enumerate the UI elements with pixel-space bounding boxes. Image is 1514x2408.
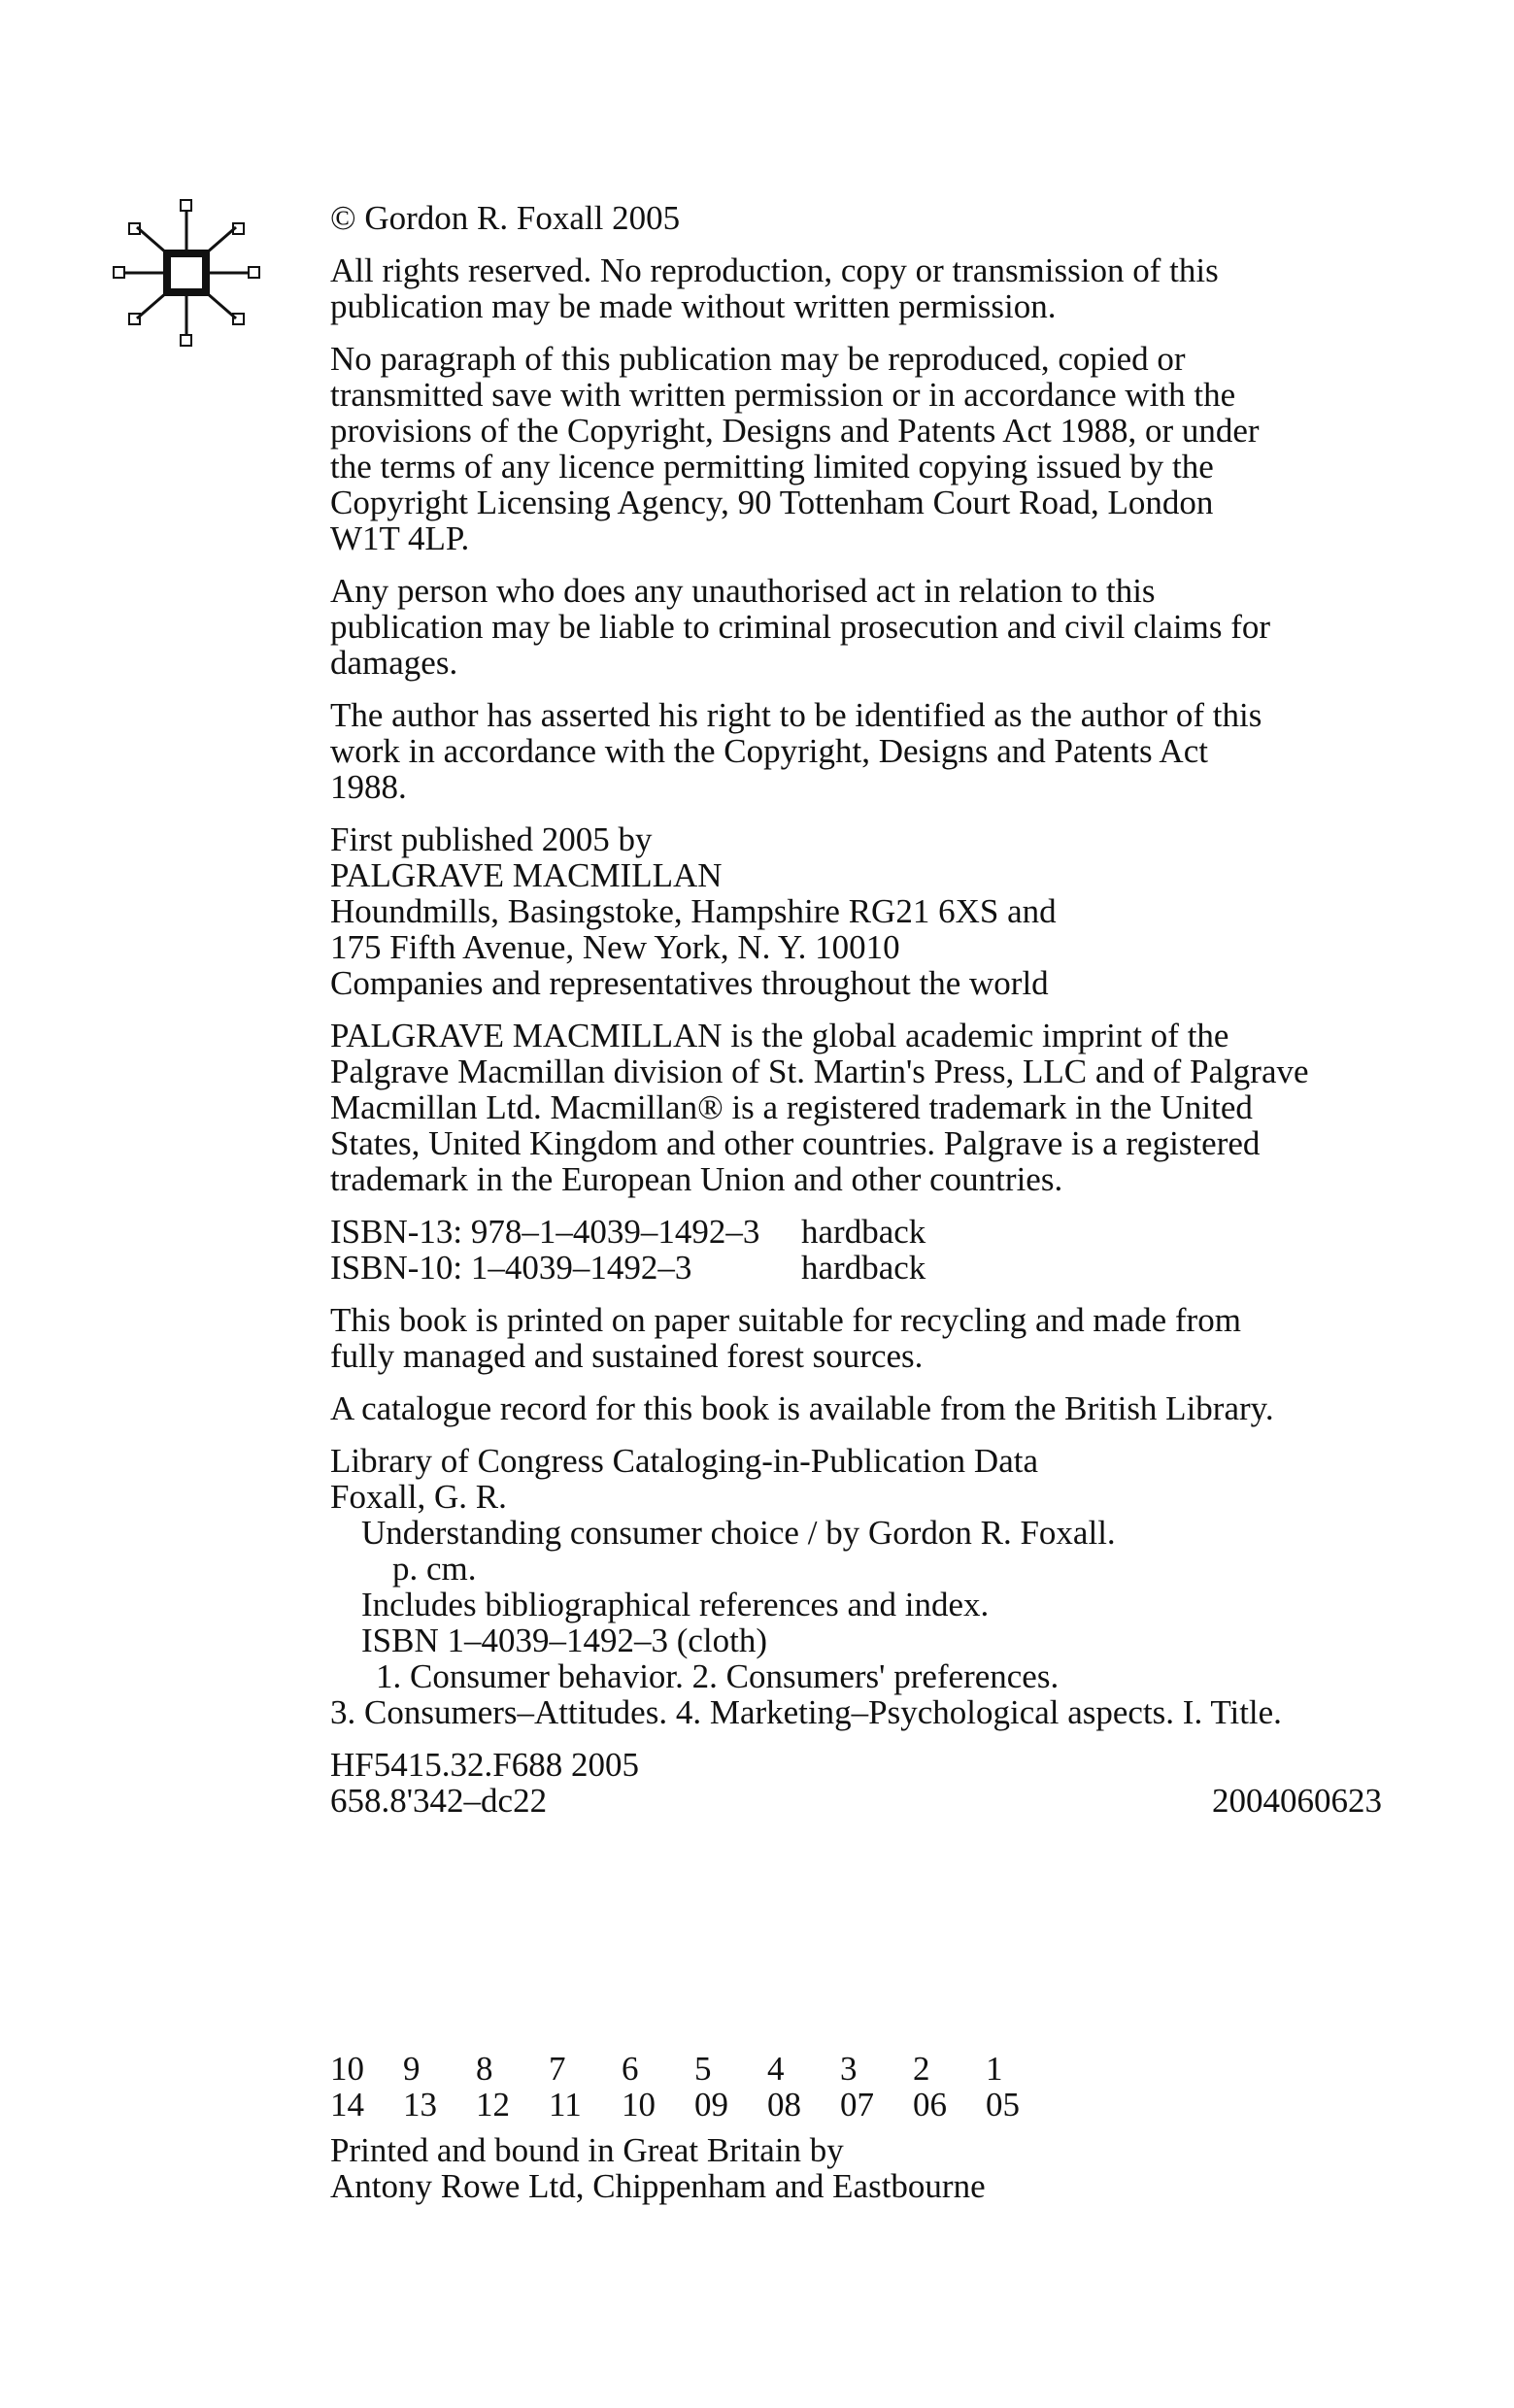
dewey-row [330, 1783, 1382, 1819]
author-right-paragraph: The author has asserted his right to be identified as the author of this work in accordance with the Copyright, Designs and Patents Act 1988. [330, 696, 1262, 806]
year-number: 05 [986, 2086, 1020, 2124]
impression-number: 9 [403, 2050, 421, 2088]
copyright-notice: © Gordon R. Foxall 2005 [330, 199, 681, 237]
catalogue-record-paragraph: A catalogue record for this book is available from the British Library. [330, 1389, 1274, 1427]
year-number: 10 [622, 2086, 656, 2124]
impression-number: 6 [622, 2050, 639, 2088]
year-number: 07 [840, 2086, 874, 2124]
isbn-row [330, 1214, 1389, 1250]
isbn-format: hardback [801, 1213, 926, 1251]
copyright-text-block [330, 200, 1389, 1835]
printer-info: Printed and bound in Great Britain by Antony Rowe Ltd, Chippenham and Eastbourne [330, 2131, 986, 2205]
impression-number: 10 [330, 2050, 364, 2088]
cip-title: Understanding consumer choice / by Gordon R. Foxall. [361, 1514, 1116, 1552]
impression-number: 5 [694, 2050, 712, 2088]
cip-subjects: 1. Consumer behavior. 2. Consumers' preferences. [376, 1657, 1060, 1695]
year-number: 14 [330, 2086, 364, 2124]
isbn-number: ISBN-13: 978–1–4039–1492–3 [330, 1213, 760, 1251]
impression-number: 1 [986, 2050, 1003, 2088]
year-number: 11 [549, 2086, 582, 2124]
cip-subjects: 3. Consumers–Attitudes. 4. Marketing–Psychological aspects. I. Title. [330, 1693, 1282, 1731]
rights-reserved-paragraph: All rights reserved. No reproduction, copy or transmission of this publication may be made without written permission. [330, 251, 1219, 325]
isbn-block [330, 1214, 1389, 1286]
first-published-paragraph: First published 2005 by PALGRAVE MACMILLAN Houndmills, Basingstoke, Hampshire RG21 6XS and 175 Fifth Avenue, New York, N. Y. 10010 Companies and representatives throughout the world [330, 820, 1057, 1002]
cip-author: Foxall, G. R. [330, 1478, 507, 1516]
isbn-number: ISBN-10: 1–4039–1492–3 [330, 1249, 692, 1287]
isbn-format: hardback [801, 1249, 926, 1287]
year-number: 13 [403, 2086, 437, 2124]
year-number: 06 [913, 2086, 947, 2124]
dewey-classification: 658.8'342–dc22 [330, 1782, 548, 1820]
cip-includes: Includes bibliographical references and index. [361, 1586, 990, 1623]
reproduction-paragraph: No paragraph of this publication may be reproduced, copied or transmitted save with written permission or in accordance with the provisions of the Copyright, Designs and Patents Act 1988, or under the terms of any licence permitting limited copying issued by the Copyright Licensing Agency, 90 Tottenham Court Road, London W1T 4LP. [330, 340, 1260, 557]
liability-paragraph: Any person who does any unauthorised act in relation to this publication may be liable to criminal prosecution and civil claims for damages. [330, 572, 1271, 682]
year-number: 08 [767, 2086, 801, 2124]
isbn-row [330, 1250, 1389, 1286]
cip-data-block [330, 1443, 1389, 1730]
cip-pages: p. cm. [392, 1550, 477, 1588]
lccn: 2004060623 [1212, 1782, 1382, 1820]
lc-classification: HF5415.32.F688 2005 [330, 1746, 639, 1784]
publisher-logo-icon [112, 198, 261, 348]
impression-number: 8 [476, 2050, 493, 2088]
cip-isbn: ISBN 1–4039–1492–3 (cloth) [361, 1622, 768, 1659]
impression-number: 3 [840, 2050, 858, 2088]
year-number: 09 [694, 2086, 728, 2124]
classification-block [330, 1747, 1389, 1819]
impression-number: 4 [767, 2050, 785, 2088]
paper-paragraph: This book is printed on paper suitable for recycling and made from fully managed and sustained forest sources. [330, 1301, 1241, 1375]
impression-number: 2 [913, 2050, 930, 2088]
impression-number: 7 [549, 2050, 566, 2088]
year-number: 12 [476, 2086, 510, 2124]
cip-heading: Library of Congress Cataloging-in-Publication Data [330, 1442, 1039, 1480]
imprint-paragraph: PALGRAVE MACMILLAN is the global academic imprint of the Palgrave Macmillan division of St. Martin's Press, LLC and of Palgrave Macmillan Ltd. Macmillan® is a registered trademark in the United States, United Kingdom and other countries. Palgrave is a registered trademark in the European Union and other countries. [330, 1017, 1309, 1198]
